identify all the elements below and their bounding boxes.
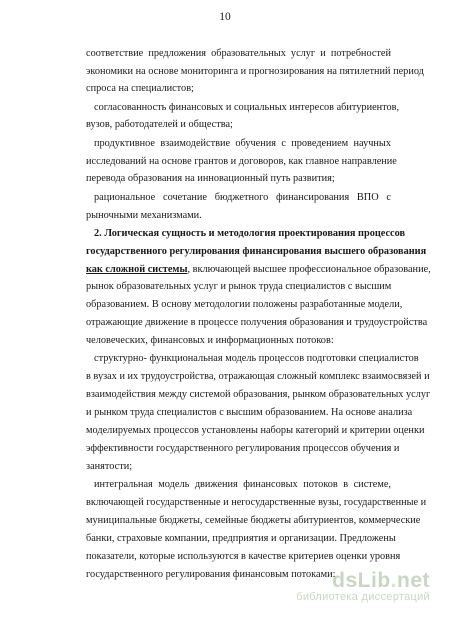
watermark-brand-b: net — [397, 569, 430, 592]
heading-fragment: , включающей высшее профессиональное образование, — [187, 264, 431, 275]
text-line: человеческих, финансовых и информационных потоков: — [86, 335, 334, 346]
text-line: занятости; — [86, 461, 133, 472]
text-line: государственного регулирования финансовым потоками: — [86, 569, 336, 580]
text-line: отражающие движение в процессе получения образования и трудоустройства — [86, 317, 428, 328]
text-line: банки, страховые компании, предприятия и организации. Предложены — [86, 533, 396, 544]
watermark-brand-a: dsLib — [332, 569, 391, 592]
text-line: продуктивное взаимодействие обучения с проведением научных — [94, 138, 391, 149]
text-line: структурно- функциональная модель процессов подготовки специалистов — [94, 353, 419, 364]
text-line: вузов, работодателей и общества; — [86, 119, 233, 130]
watermark-brand-dot: . — [390, 569, 397, 592]
heading-fragment: 2. — [94, 228, 102, 239]
text-line — [94, 227, 406, 240]
text-line: показатели, которые используются в качестве критериев оценки уровня — [86, 551, 401, 562]
text-line: взаимодействия между системой образования, рынком образовательных услуг — [86, 389, 431, 400]
text-line: муниципальные бюджеты, семейные бюджеты абитуриентов, коммерческие — [86, 515, 421, 526]
watermark-tagline: библиотека диссертаций — [296, 591, 430, 603]
text-line — [86, 263, 431, 276]
text-line: и рынком труда специалистов с высшим образованием. На основе анализа — [86, 407, 413, 418]
text-line: включающей государственные и негосударственные вузы, государственные и — [86, 497, 427, 508]
text-line: рынок образовательных услуг и рынок труда специалистов с высшим — [86, 281, 392, 292]
text-line: согласованность финансовых и социальных интересов абитуриентов, — [94, 102, 400, 113]
text-line: образованием. В основу методологии положены разработанные модели, — [86, 299, 403, 310]
text-line: рациональное сочетание бюджетного финансирования ВПО с — [94, 192, 391, 203]
text-line: рыночными механизмами. — [86, 210, 202, 221]
text-line: эффективности государственного регулирования процессов обучения и — [86, 443, 400, 454]
text-line: в вузах и их трудоустройства, отражающая сложный комплекс взаимосвязей и — [86, 371, 430, 382]
watermark — [296, 569, 430, 603]
text-line: интегральная модель движения финансовых потоков в системе, — [94, 479, 391, 490]
text-line: перевода образования на инновационный путь развития; — [86, 173, 335, 184]
text-line: исследований на основе грантов и договоров, как главное направление — [86, 156, 397, 167]
text-line — [86, 245, 427, 258]
heading-fragment: государственного регулирования финансирования высшего образования — [86, 246, 427, 257]
heading-fragment: как сложной системы — [86, 264, 188, 275]
text-line: соответствие предложения образовательных услуг и потребностей — [86, 48, 391, 59]
text-line: экономики на основе мониторинга и прогнозирования на пятилетний период — [86, 66, 424, 77]
text-line: спроса на специалистов; — [86, 83, 194, 94]
watermark-logo — [296, 569, 430, 593]
heading-fragment: Логическая сущность и методология проектирования процессов — [104, 228, 406, 239]
text-line: моделируемых процессов установлены наборы категорий и критерии оценки — [86, 425, 425, 436]
page-number: 10 — [219, 11, 231, 23]
